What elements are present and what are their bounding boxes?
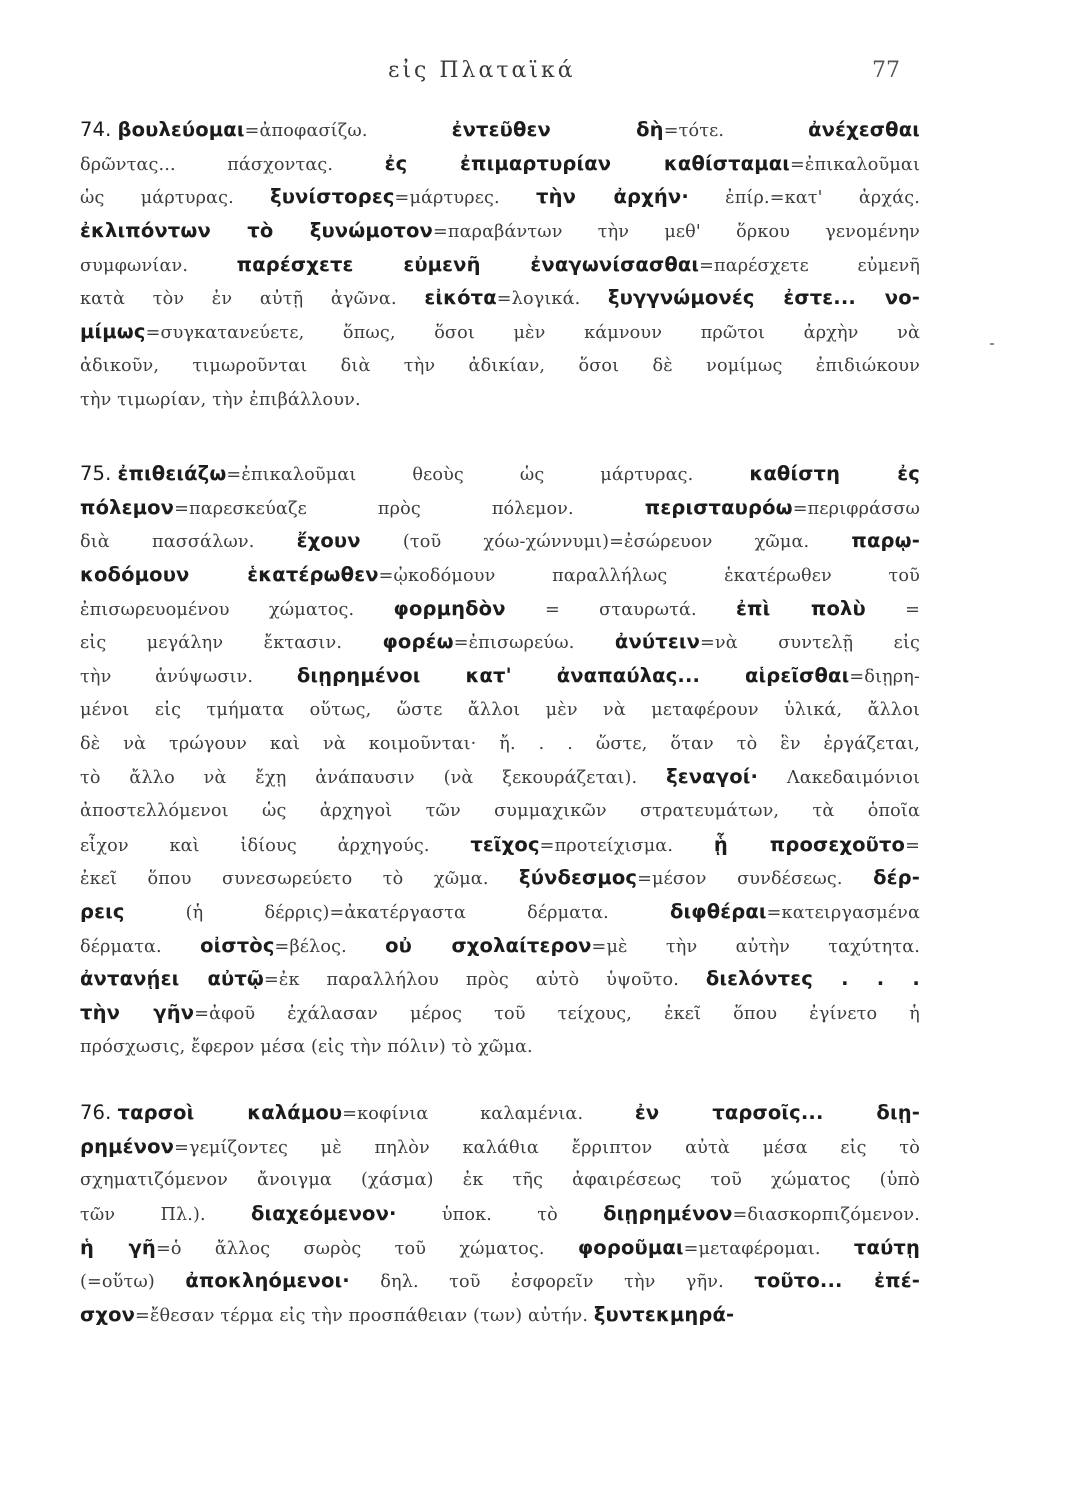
gloss-text: ὡς μάρτυρας. bbox=[80, 188, 271, 209]
gloss-text: (τοῦ χόω-χώννυμι)=ἐσώρευον χῶμα. bbox=[360, 532, 852, 553]
text-line bbox=[80, 693, 920, 727]
gloss-text: =διῃρη- bbox=[849, 667, 920, 688]
lemma-term: ἐς ἐπιμαρτυρίαν καθίσταμαι bbox=[384, 151, 791, 175]
gloss-text: =βέλος. bbox=[274, 936, 386, 957]
lemma-term: ᾗ προσεχοῦτο bbox=[713, 832, 906, 856]
lemma-term: καθίστη ἐς bbox=[749, 462, 920, 485]
text-line bbox=[80, 1231, 920, 1265]
lemma-term: ἐπὶ πολὺ bbox=[736, 596, 866, 620]
text-line bbox=[80, 558, 920, 592]
lemma-term: παρέσχετε εὐμενῆ ἐναγωνίσασθαι bbox=[236, 252, 700, 276]
gloss-text: ὑποκ. τὸ bbox=[396, 1205, 604, 1226]
gloss-text: πρόσχωσις, ἔφερον μέσα (εἰς τὴν πόλιν) τὸ χῶμα. bbox=[80, 1036, 533, 1057]
running-head bbox=[0, 58, 1085, 90]
lemma-term: τεῖχος bbox=[470, 832, 540, 856]
gloss-text: =ἀφοῦ ἐχάλασαν μέρος τοῦ τείχους, ἐκεῖ ὅπου ἐγίνετο ἡ bbox=[194, 1004, 920, 1024]
gloss-text: δρῶντας... πάσχοντας. bbox=[80, 154, 385, 175]
lemma-term: σχον bbox=[80, 1303, 136, 1327]
lemma-term: οἰστὸς bbox=[200, 933, 275, 957]
lemma-term: διαχεόμενον· bbox=[251, 1202, 397, 1226]
lemma-term: παρῳ- bbox=[851, 529, 920, 553]
lemma-term: ἀνύτειν bbox=[614, 630, 700, 654]
lemma-term: ξυνίστορες bbox=[270, 185, 395, 209]
text-line bbox=[80, 625, 920, 659]
lemma-term: ἀνέχεσθαι bbox=[808, 118, 920, 141]
gloss-text: ἀποστελλόμενοι ὡς ἀρχηγοὶ τῶν συμμαχικῶν στρατευμάτων, τὰ ὁποῖα bbox=[80, 800, 920, 821]
gloss-text: =ἔθεσαν τέρμα εἰς τὴν προσπάθειαν (των) αὐτήν. bbox=[135, 1306, 594, 1327]
lemma-term: κοδόμουν ἑκατέρωθεν bbox=[80, 563, 379, 587]
gloss-text: =διασκορπιζόμενον. bbox=[732, 1205, 920, 1226]
text-line bbox=[80, 349, 920, 383]
lemma-term: ἐπιθειάζω bbox=[117, 462, 227, 485]
gloss-text: εἰς μεγάλην ἔκτασιν. bbox=[80, 633, 383, 654]
lemma-term: μίμως bbox=[80, 320, 146, 344]
text-line bbox=[80, 1298, 920, 1332]
gloss-text: =παραβάντων τὴν μεθ' ὅρκου γενομένην bbox=[432, 222, 920, 243]
lemma-term: εἰκότα bbox=[424, 286, 497, 310]
gloss-text: (ἡ δέρρις)=ἀκατέργαστα δέρματα. bbox=[124, 902, 670, 923]
text-line bbox=[80, 281, 920, 315]
gloss-text: μένοι εἰς τμήματα οὕτως, ὥστε ἄλλοι μὲν νὰ μεταφέρουν ὑλικά, ἄλλοι bbox=[80, 699, 920, 720]
text-line bbox=[80, 962, 920, 996]
lemma-term: ρεις bbox=[80, 899, 125, 923]
gloss-text: =προτείχισμα. bbox=[539, 835, 714, 856]
lemma-term: τὴν γῆν bbox=[80, 1001, 195, 1024]
gloss-text: = σταυρωτά. bbox=[505, 599, 737, 620]
lemma-term: πόλεμον bbox=[80, 495, 175, 519]
entry-74 bbox=[80, 113, 920, 416]
gloss-text: =μάρτυρες. bbox=[394, 188, 537, 209]
text-line bbox=[80, 491, 920, 525]
gloss-text: = bbox=[905, 835, 921, 856]
text-line bbox=[80, 592, 920, 626]
lemma-term: ρημένον bbox=[80, 1134, 175, 1158]
text-line bbox=[80, 828, 920, 862]
gloss-text: =παρεσκεύαζε πρὸς πόλεμον. bbox=[174, 498, 645, 519]
gloss-text: τὴν ἀνύψωσιν. bbox=[80, 667, 297, 688]
lemma-term: διφθέραι bbox=[670, 899, 767, 923]
gloss-text: =μεταφέρομαι. bbox=[683, 1238, 854, 1259]
gloss-text: =μέσον συνδέσεως. bbox=[637, 869, 874, 890]
text-line bbox=[80, 457, 920, 491]
lemma-term: ξυγγνώμονές ἐστε... νο- bbox=[607, 286, 920, 310]
entry-75 bbox=[80, 457, 920, 1063]
text-line bbox=[80, 1264, 920, 1298]
lemma-term: φορέω bbox=[382, 630, 454, 654]
gloss-text: ἐκεῖ ὅπου συνεσωρεύετο τὸ χῶμα. bbox=[80, 869, 520, 890]
gloss-text: =ἀποφασίζω. bbox=[244, 121, 452, 141]
gloss-text: =ἐκ παραλλήλου πρὸς αὐτὸ ὑψοῦτο. bbox=[264, 970, 706, 991]
lemma-term: περισταυρόω bbox=[644, 495, 793, 519]
text-line bbox=[80, 794, 920, 828]
gloss-text: =ὁ ἄλλος σωρὸς τοῦ χώματος. bbox=[155, 1238, 578, 1259]
gloss-text: = bbox=[865, 599, 921, 620]
lemma-term: διελόντες . . . bbox=[705, 967, 920, 991]
text-line bbox=[80, 1030, 920, 1064]
text-line bbox=[80, 383, 920, 417]
gloss-text: =κοφίνια καλαμένια. bbox=[342, 1104, 635, 1124]
gloss-text: =γεμίζοντες μὲ πηλὸν καλάθια ἔρριπτον αὐτὰ μέσα εἰς τὸ bbox=[174, 1137, 920, 1158]
text-line bbox=[80, 113, 920, 147]
text-line bbox=[80, 1130, 920, 1164]
gloss-text: (=οὕτω) bbox=[80, 1272, 186, 1293]
text-line bbox=[80, 861, 920, 895]
entry-number: 75. bbox=[80, 462, 112, 485]
text-line bbox=[80, 524, 920, 558]
gloss-text: τὸ ἄλλο νὰ ἔχῃ ἀνάπαυσιν (νὰ ξεκουράζεται). bbox=[80, 768, 667, 789]
gloss-text: δηλ. τοῦ ἐσφορεῖν τὴν γῆν. bbox=[349, 1272, 755, 1293]
gloss-text: σχηματιζόμενον ἄνοιγμα (χάσμα) ἐκ τῆς ἀφαιρέσεως τοῦ χώματος (ὑπὸ bbox=[80, 1170, 920, 1191]
text-line bbox=[80, 315, 920, 349]
text-line bbox=[80, 180, 920, 214]
lemma-term: ἔχουν bbox=[296, 529, 361, 553]
lemma-term: ἐντεῦθεν δὴ bbox=[451, 118, 664, 141]
text-line bbox=[80, 147, 920, 181]
lemma-term: διῃρημένον bbox=[603, 1202, 733, 1226]
gloss-text: τὴν τιμωρίαν, τὴν ἐπιβάλλουν. bbox=[80, 389, 361, 410]
text-line bbox=[80, 214, 920, 248]
text-line bbox=[80, 727, 920, 761]
text-line bbox=[80, 659, 920, 693]
gloss-text: δὲ νὰ τρώγουν καὶ νὰ κοιμοῦνται· ἤ. . . ὥστε, ὅταν τὸ ἓν ἐργάζεται, bbox=[80, 733, 920, 754]
gloss-text: =ἐπικαλοῦμαι θεοὺς ὡς μάρτυρας. bbox=[226, 465, 750, 485]
gloss-text: =μὲ τὴν αὐτὴν ταχύτητα. bbox=[591, 936, 920, 957]
gloss-text: =νὰ συντελῇ εἰς bbox=[700, 633, 920, 654]
text-line bbox=[80, 996, 920, 1030]
text-line bbox=[80, 1197, 920, 1231]
gloss-text: =ᾠκοδόμουν παραλλήλως ἑκατέρωθεν τοῦ bbox=[378, 566, 920, 587]
gloss-text: =λογικά. bbox=[496, 289, 608, 310]
text-line bbox=[80, 929, 920, 963]
text-line bbox=[80, 248, 920, 282]
lemma-term: ἐκλιπόντων τὸ ξυνώμοτον bbox=[80, 219, 433, 243]
lemma-term: ταρσοὶ καλάμου bbox=[117, 1101, 343, 1124]
gloss-text: =ἐπικαλοῦμαι bbox=[790, 154, 920, 175]
gloss-text: Λακεδαιμόνιοι bbox=[758, 768, 921, 789]
lemma-term: διῃρημένοι κατ' ἀναπαύλας... αἱρεῖσθαι bbox=[296, 664, 850, 688]
lemma-term: οὐ σχολαίτερον bbox=[385, 933, 592, 957]
gloss-text: =παρέσχετε εὐμενῆ bbox=[699, 255, 921, 276]
entry-76 bbox=[80, 1096, 920, 1332]
gloss-text: δέρματα. bbox=[80, 936, 201, 957]
lemma-term: δέρ- bbox=[873, 866, 920, 890]
gloss-text: =τότε. bbox=[663, 121, 809, 141]
lemma-term: ξύνδεσμος bbox=[519, 866, 638, 890]
gloss-text: =κατειργασμένα bbox=[766, 902, 920, 923]
lemma-term: βουλεύομαι bbox=[117, 118, 245, 141]
entry-number: 74. bbox=[80, 118, 112, 141]
lemma-term: ἐν ταρσοῖς... διῃ- bbox=[634, 1101, 920, 1124]
gloss-text: =ἐπισωρεύω. bbox=[453, 633, 615, 654]
lemma-term: ἀντανῄει αὐτῷ bbox=[80, 967, 265, 991]
text-line bbox=[80, 760, 920, 794]
entry-number: 76. bbox=[80, 1101, 112, 1124]
lemma-term: φοροῦμαι bbox=[577, 1235, 684, 1259]
gloss-text: διὰ πασσάλων. bbox=[80, 532, 297, 553]
running-title: εἰς Πλαταϊκά bbox=[388, 58, 576, 83]
page-speck bbox=[990, 343, 994, 345]
lemma-term: ἡ γῆ bbox=[80, 1235, 156, 1259]
gloss-text: =περιφράσσω bbox=[792, 498, 920, 519]
lemma-term: ταύτῃ bbox=[853, 1235, 921, 1259]
text-line bbox=[80, 895, 920, 929]
gloss-text: =συγκατανεύετε, ὅπως, ὅσοι μὲν κάμνουν πρῶτοι ἀρχὴν νὰ bbox=[145, 323, 920, 344]
text-line bbox=[80, 1163, 920, 1197]
page-number: 77 bbox=[872, 58, 900, 83]
gloss-text: συμφωνίαν. bbox=[80, 255, 237, 276]
gloss-text: ἐπίρ.=κατ' ἀρχάς. bbox=[688, 188, 920, 209]
gloss-text: ἀδικοῦν, τιμωροῦνται διὰ τὴν ἀδικίαν, ὅσοι δὲ νομίμως ἐπιδιώκουν bbox=[80, 355, 920, 376]
gloss-text: τῶν Πλ.). bbox=[80, 1205, 251, 1226]
lemma-term: ξυντεκμηρά- bbox=[593, 1303, 735, 1327]
text-line bbox=[80, 1096, 920, 1130]
lemma-term: φορμηδὸν bbox=[393, 596, 506, 620]
lemma-term: τὴν ἀρχήν· bbox=[536, 185, 689, 209]
gloss-text: κατὰ τὸν ἐν αὐτῇ ἀγῶνα. bbox=[80, 289, 425, 310]
gloss-text: εἶχον καὶ ἰδίους ἀρχηγούς. bbox=[80, 835, 471, 856]
lemma-term: ἀποκληόμενοι· bbox=[185, 1269, 350, 1293]
gloss-text: ἐπισωρευομένου χώματος. bbox=[80, 599, 394, 620]
lemma-term: ξεναγοί· bbox=[666, 765, 759, 789]
lemma-term: τοῦτο... ἐπέ- bbox=[754, 1269, 920, 1293]
